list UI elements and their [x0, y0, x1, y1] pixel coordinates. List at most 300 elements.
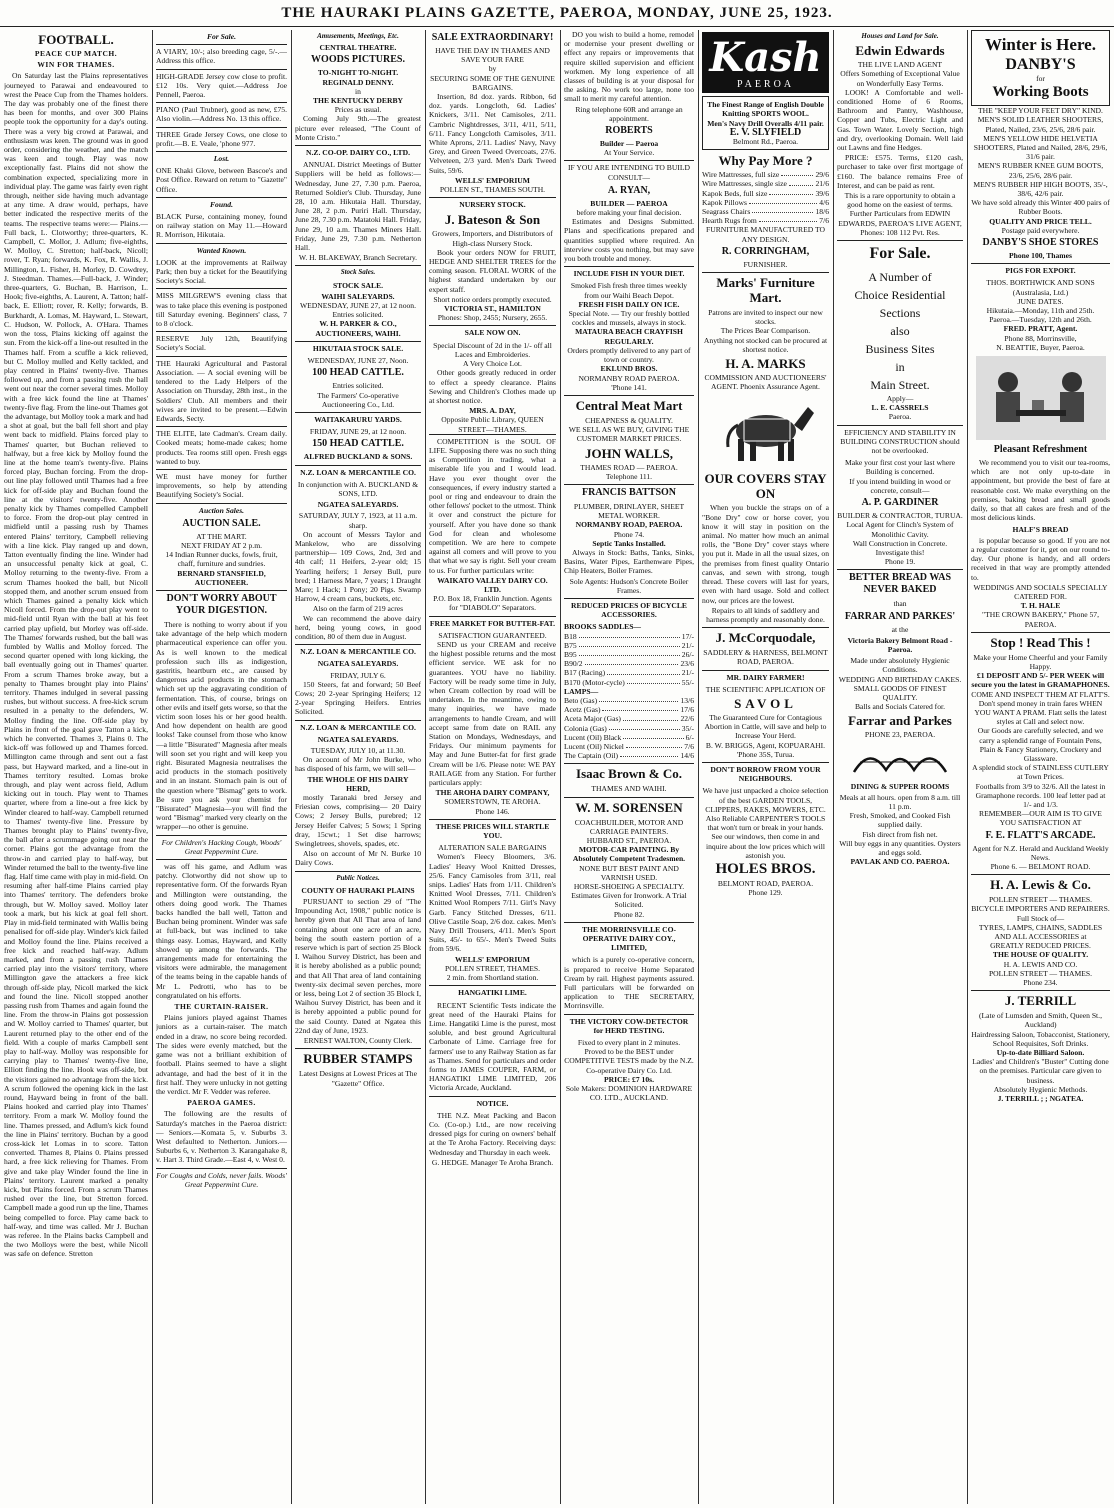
auction-line: AT THE MART.	[196, 531, 247, 541]
price-row	[702, 189, 829, 198]
price-item: B170 (Motor-cycle)	[564, 677, 625, 687]
footballs: Footballs from 3/9 to 32/6. All the latest in Gramaphone records. 100 leaf letter pad at 1/- and 1/3.	[975, 781, 1106, 809]
sections: Sections	[879, 306, 921, 321]
price-item: Wire Mattresses, single size	[702, 179, 787, 189]
auction-line: NEXT FRIDAY AT 2 p.m.	[180, 540, 262, 550]
quality: QUALITY AND PRICE TELL.	[989, 216, 1092, 226]
price-item: The Captain (Oil)	[564, 751, 618, 761]
commission: COMMISSION AND AUCTIONEERS' AGENT. Phoenix Assurance Agent.	[704, 373, 827, 392]
latest: Latest Designs at Lowest Prices at The "Gazette" Office.	[299, 1069, 417, 1088]
belmont2: BELMONT ROAD, PAEROA.	[717, 878, 814, 888]
leader-dots	[579, 650, 680, 656]
john-walls: JOHN WALLS,	[585, 445, 673, 461]
hale: T. H. HALE	[1020, 601, 1061, 611]
covers-body: When you buckle the straps on of a "Bone Dry" cow or horse cover, you know it will stay in position on the animal. No matter how much an animal rolls, the "Bone Dry" cover stays where you put it. Made in all the usual sizes, on the premises from finest quality Ontario canvas, and sewn with strong, tough thread. These covers will last for years, even with hard usage. Sold and collect now, our prices are the lowest.	[702, 503, 829, 605]
derby: THE KENTUCKY DERBY	[312, 96, 403, 106]
postage: Postage paid everywhere.	[1001, 225, 1080, 235]
solid: MEN'S SOLID LEATHER SHOOTERS, Plated, Nailed, 23/6, 25/6, 28/6 pair.	[977, 115, 1104, 134]
price-value: 14/6	[680, 751, 694, 761]
price-item: Beto (Gas)	[564, 695, 598, 705]
column-kash	[702, 30, 829, 1504]
danbys-stores: DANBY'S SHOE STORES	[982, 237, 1099, 249]
column-rule	[152, 30, 153, 1504]
borthwick: THOS. BORTHWICK AND SONS (Australasia, Ltd.)	[986, 278, 1095, 297]
weddings: WEDDINGS AND SOCIALS SPECIALLY CATERED FOR.	[973, 582, 1108, 601]
wanted-ad: RESERVE July 12th, Beautifying Society's Social.	[156, 331, 287, 352]
steers: 150 Steers, fat and forward; 50 Beef Cows; 20 2-year Springing Heifers; 12 2-year Springing Heifers. Entries Solicited.	[295, 679, 421, 717]
stock-sale: STOCK SALE.	[332, 280, 384, 290]
victoria-bakery: Victoria Bakery Belmont Road - Paeroa.	[847, 635, 953, 654]
come: COME AND INSPECT THEM AT FLATT'S.	[971, 689, 1110, 699]
deposit: £1 DEPOSIT AND 5/- PER WEEK will secure you the latest in GRAMAPHONES.	[971, 671, 1110, 690]
briggs: B. W. BRIGGS, Agent, KOPUARAHI. 'Phone 35S, Turua.	[705, 740, 826, 759]
price-row	[564, 678, 694, 687]
paeroa-games-body: The following are the results of Saturday's matches in the Paeroa district:— Seniors.—Komata 5, v. Suburbs 3. West defaulted to Netherton. Juniors.—Suburbs 6, v. Netherton 3. Karangahake 8, v. Hart 3. Third Grade.—East 4, v. West 0.	[156, 1109, 287, 1165]
leader-dots	[789, 179, 814, 185]
cough-ad: For Children's Hacking Cough, Woods' Great Peppermint Cure.	[156, 835, 287, 856]
send-cream: SEND us your CREAM and receive the highest possible returns and the most efficient service. WE ask for no guarantees. YOU have no liability. Factory will be ready some time in July, when Cream collection by road will be undertaken. In the meantime, owing to many inquiries, we have made arrangements to handle Cream, and will accept same from date on RAIL any Station on Mondays, Wednesdays, and Fridays. Our minimum payments for May and June Butter-fat for first grade Cream will be 1/6. Please note: WE PAY RAILAGE from any Station. For further particulars apply:	[429, 639, 556, 788]
lost-ad: ONE Khaki Glove, between Bascoe's and Post Office. Reward on return to "Gazette" Office.	[156, 166, 287, 194]
fixed: Fixed to every plant in 2 minutes.	[577, 1038, 681, 1048]
impounding: PURSUANT to section 29 of "The Impounding Act, 1908," public notice is hereby given that All That area of land containing about one acre of an acre, being the south eastern portion of a reserve which is part of section 25 Block I. Waihou Survey District, has been and it is hereby abolished as a public pound; and that All That area of land containing twenty-six decimal seven perches, more or less, being Lot 2 of section 35 Block I, Waihou Survey District, has been and it is hereby appointed a public pound for the said County. Dated at Ngatea this 22nd day of June, 1923.	[295, 897, 421, 1035]
ring: Ring telephone 60R and arrange an appointment.	[575, 104, 683, 123]
football-subheading-2: WIN FOR THAMES.	[37, 60, 115, 70]
somerstown: SOMERSTOWN, TE AROHA.	[444, 797, 541, 807]
hygienic: Made under absolutely Hygienic Conditions.	[850, 656, 950, 675]
bicycle: BICYCLE IMPORTERS AND REPAIRERS.	[971, 904, 1110, 914]
terrill2: J. TERRILL ; ; NGATEA.	[997, 1094, 1084, 1104]
auction-heading: Auction Sales.	[156, 503, 287, 515]
plumber: PLUMBER, DRINLAYER, SHEET METAL WORKER.	[573, 501, 685, 521]
scientific: THE SCIENTIFIC APPLICATION OF	[705, 684, 826, 694]
sole-makers: Sole Makers: DOMINION HARDWARE CO. LTD., AUCKLAND.	[565, 1084, 693, 1103]
column-rule	[833, 30, 834, 1504]
amusements-heading: Amusements, Meetings, Etc.	[317, 32, 399, 40]
danbys: DANBY'S	[1005, 56, 1076, 73]
forsale-heading: For Sale.	[206, 32, 237, 41]
build-ad: DO you wish to build a home, remodel or modernise your present dwelling or effect any repairs or improvements that require skilled supervision and efficient workmen. My long experience of all classes of building is at your disposal for the asking. No work too large, none too small to merit my careful attention.	[564, 30, 694, 104]
waikato: WAIKATO VALLEY DAIRY CO. LTD.	[437, 575, 548, 594]
column-football	[4, 30, 148, 1504]
price-value: 35/-	[681, 723, 694, 733]
eklund: EKLUND BROS.	[600, 364, 658, 374]
growers: Growers, Importers, and Distributors of High-class Nursery Stock.	[432, 229, 553, 248]
house: THE HOUSE OF QUALITY.	[992, 950, 1089, 960]
choice: Choice Residential	[854, 288, 946, 303]
curtain-heading: THE CURTAIN-RAISER.	[174, 1002, 269, 1012]
why-pay-more: Why Pay More ?	[718, 153, 813, 169]
paeroa-dates: Paeroa.—Tuesday, 12th and 26th.	[989, 315, 1092, 325]
farrar: FARRAR AND PARKES'	[844, 610, 956, 622]
masthead: THE HAURAKI PLAINS GAZETTE, PAEROA, MONDAY, JUNE 25, 1923.	[0, 0, 1114, 27]
saddle-price-list	[564, 632, 694, 687]
theatre: CENTRAL THEATRE.	[319, 43, 397, 53]
blakeway: W. H. BLAKEWAY, Branch Secretary.	[298, 253, 418, 263]
ladies: Ladies' and Children's "Buster" Cutting done on the premises. Particular care given to business.	[972, 1057, 1109, 1085]
price-row	[702, 198, 829, 207]
than: than	[893, 599, 907, 609]
leader-dots	[781, 170, 813, 176]
public-heading: Public Notices.	[295, 871, 421, 883]
stop: Stop ! Read This !	[971, 632, 1110, 650]
sale-extraordinary: SALE EXTRAORDINARY!	[431, 32, 554, 43]
thames-waihi: THAMES AND WAIHI.	[591, 784, 667, 794]
ryan-builder: BUILDER — PAEROA	[590, 198, 668, 208]
ryan: A. RYAN,	[607, 184, 651, 196]
phones: Phones: 108 112 Pvt. Res.	[860, 227, 940, 237]
always: Always in Stock: Baths, Tanks, Sinks, Basins, Water Pipes, Earthenware Pipes, Chip Heaters, Boiler Frames.	[564, 547, 694, 576]
price-value: 7/6	[684, 742, 694, 751]
price-row	[564, 650, 694, 659]
phone100: Phone 100, Thames	[1009, 251, 1072, 261]
price-value: 21/-	[681, 640, 694, 650]
dont-borrow: DON'T BORROW FROM YOUR NEIGHBOURS.	[702, 762, 829, 783]
book: Book your orders NOW for FRUIT, HEDGE AND SHELTER TREES for the coming season. FLORAL WORK of the highest standard undertaken by our expert staff.	[429, 247, 556, 294]
offers: Offers Something of Exceptional Value on Wonderfully Easy Terms.	[840, 69, 960, 88]
gardiner: A. P. GARDINER	[861, 497, 939, 509]
full-stock: Full Stock of—	[1016, 913, 1065, 923]
price-item: Acetz (Gas)	[564, 705, 601, 715]
ironwork: Estimates Given for Ironwork. A Trial Solicited.	[571, 891, 687, 910]
june-dates: JUNE DATES.	[1017, 296, 1064, 306]
price-item: Aceta Major (Gas)	[564, 714, 621, 724]
leader-dots	[769, 189, 813, 195]
for-sale: For Sale.	[837, 240, 963, 265]
wanted-heading: Wanted Known.	[156, 243, 287, 255]
price-row	[564, 751, 694, 760]
further: Further Particulars from EDWIN EDWARDS, PAEROA'S LIVE AGENT,	[838, 209, 962, 228]
a-number: A Number of	[868, 270, 932, 285]
central-meat: Central Meat Mart	[564, 395, 694, 413]
savol: SAVOL	[734, 695, 797, 711]
belmont: Belmont Rd., Paeroa.	[732, 137, 799, 147]
fish-heading: INCLUDE FISH IN YOUR DIET.	[564, 266, 694, 278]
reduced: REDUCED PRICES OF BICYCLE ACCESSORIES.	[564, 598, 694, 619]
mostly: mostly Taranaki bred Jersey and Friesian cows, comprising— 20 Dairy Cows; 2 Jersey Bulls, purebred; 12 Jersey Heifer Calves; 5 Sows; 1 Spring dray, 15cwt.; 1 Set dise harrows; Swingletrees, shovels, spades, etc.	[295, 793, 421, 849]
price-value: 21/-	[681, 668, 694, 678]
price-row	[564, 696, 694, 705]
bargain-list: Insertion, 8d doz. yards. Ribbon, 6d doz. yards. Longcloth, 6d. Ladies' Knickers, 3/11. Net Camisoles, 2/11. Cambric Nightdresses, 3/11, 4/11, 5/11, 6/11. Fancy Longcloth Camisoles, 3/11. White Aprons, 2/11. Ladies' Navy, Navy Grey, and Green Tweed Overcoats, 27/6. Velveteen, 2/3 yard. Men's Dark Tweed Suits, 59/6.	[429, 92, 556, 175]
covers-heading: OUR COVERS STAY ON	[704, 471, 827, 502]
cassrels: L. E. CASSRELS	[871, 403, 929, 413]
pigs: PIGS FOR EXPORT.	[971, 263, 1110, 275]
yellow: MEN'S YELLOW HIDE HELVETIA SHOOTERS, Plated and Nailed, 28/6, 29/6, 31/6 pair.	[973, 133, 1108, 162]
billiard: Up-to-date Billiard Saloon.	[996, 1048, 1085, 1058]
found-heading: Found.	[156, 197, 287, 209]
lamp-price-list	[564, 696, 694, 760]
tue10: TUESDAY, JULY 10, at 11.30.	[310, 746, 406, 755]
phone146: Phone 146.	[475, 806, 510, 816]
wedding: WEDDING AND BIRTHDAY CAKES.	[838, 674, 962, 684]
price-row	[564, 742, 694, 751]
holes-bros: HOLES BROS.	[715, 860, 816, 877]
coming: Coming July 9th.—The greatest picture ever released, "The Count of Monte Cristo."	[295, 114, 421, 142]
wells: WELLS' EMPORIUM	[455, 175, 530, 185]
lost-heading: Lost.	[156, 151, 287, 163]
farmers: The Farmers' Co-operative Auctioneering Co., Ltd.	[317, 390, 399, 409]
apply: Apply—	[886, 394, 914, 404]
pollen: POLLEN STREET — THAMES.	[988, 895, 1093, 905]
farrar2: Farrar and Parkes	[848, 713, 952, 729]
nzloan2: N.Z. LOAN & MERCANTILE CO.	[295, 644, 421, 656]
brooks: BROOKS SADDLES—	[564, 622, 642, 632]
nzloan3: N.Z. LOAN & MERCANTILE CO.	[295, 720, 421, 732]
buckland: ALFRED BUCKLAND & SONS.	[303, 452, 413, 462]
stock-heading: Stock Sales.	[295, 265, 421, 277]
price-row	[564, 705, 694, 714]
pavlak: PAVLAK AND CO. PAEROA.	[850, 857, 950, 867]
in: in	[355, 86, 361, 96]
phone23: PHONE 23, PAEROA.	[864, 730, 936, 740]
bateson: J. Bateson & Son	[444, 212, 541, 228]
leader-dots	[602, 705, 678, 711]
fri6: FRIDAY, JULY 6.	[330, 670, 386, 680]
dining: DINING & SUPPER ROOMS	[850, 781, 950, 791]
price-row	[702, 216, 829, 225]
horse: HORSE-SHOEING A SPECIALTY.	[573, 882, 685, 892]
notice: NOTICE.	[429, 1096, 556, 1108]
roberts: ROBERTS	[605, 125, 653, 137]
other: Other goods greatly reduced in order to effect a speedy clearance. Plains Sewing and Children's Clothes made up at shortest notice.	[429, 368, 556, 405]
price-item: B17 (Racing)	[564, 668, 606, 678]
at-the: at the	[891, 624, 909, 634]
football-subheading: PEACE CUP MATCH.	[34, 49, 118, 58]
intending: IF YOU ARE INTENDING TO BUILD CONSULT—	[564, 160, 694, 181]
sat7: SATURDAY, JULY 7, 1923, at 11 a.m. sharp.	[298, 511, 418, 530]
leader-dots	[620, 751, 679, 757]
leader-dots	[626, 742, 682, 748]
burns: On account of Mr John Burke, who has disposed of his farm, we will sell—	[295, 755, 421, 774]
leader-dots	[609, 724, 680, 730]
digestion-heading: DON'T WORRY ABOUT YOUR DIGESTION.	[156, 590, 287, 617]
column-rule	[698, 30, 699, 1504]
denny: REGINALD DENNY.	[322, 77, 394, 87]
saddlery: SADDLERY & HARNESS, BELMONT ROAD, PAEROA.	[703, 648, 828, 667]
walton: ERNEST WALTON, County Clerk.	[303, 1036, 413, 1046]
slyfield: E. V. SLYFIELD	[729, 126, 802, 138]
leader-dots	[579, 632, 680, 638]
rubber-stamps: RUBBER STAMPS	[295, 1048, 421, 1066]
proved: Proved to be the BEST under COMPETITIVE TESTS made by the N.Z. Co-operative Dairy Co. Ltd.	[564, 1047, 694, 1075]
edwin-edwards: Edwin Edwards	[855, 43, 945, 59]
price-value: 21/6	[815, 179, 829, 189]
nz-coop: N.Z. CO-OP. DAIRY CO., LTD.	[295, 145, 421, 157]
before: before making your final decision.	[576, 208, 682, 218]
live-agent: THE LIVE LAND AGENT	[857, 60, 943, 70]
hikutaia: Hikutaia.—Monday, 11th and 25th.	[986, 306, 1095, 316]
sorensen: W. M. SORENSEN	[564, 797, 694, 815]
fresh-fish: FRESH FISH DAILY ON ICE.	[578, 299, 680, 309]
service: At Your Service.	[603, 148, 655, 158]
column-classifieds	[156, 30, 287, 1504]
nzloan: N.Z. LOAN & MERCANTILE CO.	[295, 465, 421, 477]
price-item: Lucent (Oil) Black	[564, 732, 622, 742]
discount: Special Discount of 2d in the 1/- off all Laces and Embroideries.	[433, 340, 552, 359]
dairy-farmer: MR. DAIRY FARMER!	[702, 670, 829, 682]
whole: THE WHOLE OF HIS DAIRY HERD,	[307, 774, 409, 793]
by: by	[488, 64, 497, 74]
taylor: On account of Messrs Taylor and Mankelow, who are dissolving partnership— 109 Cows, 2nd, 3rd and 4th calf; 11 Heifers, 2-year old; 15 Yearling heifers; 1 Jersey Bull, pure bred; 1 Harness Mare, 7 years; 1 Draught Mare; 1 Hack; 1 Pony; 20 Pigs. Swamp Harrow, 4 cream cans, buckets, etc.	[295, 529, 421, 604]
mrs-day: MRS. A. DAY,	[469, 406, 516, 416]
furnisher: FURNISHER.	[743, 259, 788, 269]
price-row	[702, 170, 829, 179]
fresh: Fresh, Smoked, and Cooked Fish supplied daily.	[849, 811, 951, 830]
ha-marks: H. A. MARKS	[725, 356, 806, 372]
isaac-brown: Isaac Brown & Co.	[564, 763, 694, 781]
leader-dots	[752, 207, 813, 213]
price-row	[564, 714, 694, 723]
leader-dots	[759, 216, 817, 222]
goods: Our Goods are carefully selected, and we carry a splendid range of Fountain Pens, Plain & Fancy Stationery, Crockery and Glassware.	[977, 726, 1104, 763]
price-value: 22/6	[680, 714, 694, 724]
builder: Builder — Paeroa	[599, 139, 659, 149]
coughs-ad: For Coughs and Colds, never fails. Woods' Great Peppermint Cure.	[156, 1168, 287, 1189]
unpacked: We have just unpacked a choice selection of the best GARDEN TOOLS, CLIPPERS, RAKES, MOWERS, ETC.	[702, 786, 829, 814]
phone74: Phone 74.	[613, 529, 645, 539]
have: HAVE THE DAY IN THAMES AND SAVE YOUR FARE	[435, 46, 550, 65]
pollen2: POLLEN STREET — THAMES.	[988, 968, 1093, 978]
eggs: Will buy eggs in any quantities. Oysters and eggs sold.	[839, 838, 961, 857]
price-row	[564, 668, 694, 677]
leader-dots	[749, 198, 817, 204]
recent: RECENT Scientific Tests indicate the great need of the Hauraki Plains for Lime. Hangatiki Lime is the purest, most soluble, and best ground Agricultural Carbonate of Lime. Carriage free for farmers' use to any Railway Station as far as Thames. Send for particulars and order forms to JAMES COUPER, FARM, or HANGATIKI LIME LIMITED, 206 Victoria Arcade, Auckland.	[429, 1000, 556, 1093]
greatly: GREATLY REDUCED PRICES.	[990, 941, 1091, 951]
column-sales	[429, 30, 556, 1504]
welcome: We recommend you to visit our tea-rooms, which are not only up-to-date in appointment, but provide the best of fare at reasonable cost. We make everything on the premises, baking bread and small goods daily, so that all cakes are fresh and of the most delicious kinds.	[971, 458, 1110, 523]
price-item: B95	[564, 649, 577, 659]
leader-dots	[607, 668, 680, 674]
marks-mart: Marks' Furniture Mart.	[702, 272, 829, 305]
waitakaruru: WAITAKARURU YARDS.	[295, 412, 421, 424]
startle: THESE PRICES WILL STARTLE YOU.	[429, 819, 556, 840]
leader-dots	[599, 696, 678, 702]
column-amusements	[295, 30, 421, 1504]
sold: We have sold already this Winter 400 pairs of Rubber Boots.	[971, 198, 1110, 217]
price-item: B18	[564, 631, 577, 641]
terrill: J. TERRILL	[971, 990, 1110, 1008]
nursery: NURSERY STOCK.	[429, 197, 556, 209]
minutes: 2 min. from Shortland station.	[446, 973, 539, 983]
tonight: TO-NIGHT TO-NIGHT.	[317, 68, 399, 78]
telephone111: Telephone 111.	[605, 471, 653, 481]
horse-cover-illustration	[716, 395, 816, 467]
normanby2: NORMANBY ROAD, PAEROA.	[575, 520, 683, 530]
wells2: WELLS' EMPORIUM	[455, 954, 530, 964]
none-but: NONE BUT BEST PAINT AND VARNISH USED.	[579, 863, 679, 882]
price-value: 39/6	[815, 188, 829, 198]
make: Make your first cost your last where Building is concerned.	[844, 458, 956, 477]
found-ad: BLACK Purse, containing money, found on railway station on May 11.—Howard R. Morrison, Hikutaia.	[156, 212, 287, 240]
leader-dots	[627, 678, 680, 684]
wall: Wall Construction in Concrete. Investigate this!	[852, 538, 948, 557]
price-value: 26/-	[681, 649, 694, 659]
better-bread: BETTER BREAD WAS NEVER BAKED	[837, 569, 963, 596]
short: Short notice orders promptly executed.	[433, 294, 552, 304]
waihi: WAIHI SALEYARDS.	[321, 291, 395, 301]
price-item: Kapok Pillows	[702, 197, 747, 207]
kash-details	[702, 96, 829, 150]
county: COUNTY OF HAURAKI PLAINS	[301, 885, 415, 895]
price-value: 4/6	[819, 197, 829, 207]
rare: This is a rare opportunity to obtain a good home on the easiest of terms.	[844, 191, 956, 210]
farm: Also on the farm of 219 acres	[312, 604, 404, 614]
furniture-price-list	[702, 170, 829, 225]
coach: COACHBUILDER, MOTOR AND CARRIAGE PAINTERS.	[574, 817, 684, 836]
keep-dry: THE "KEEP YOUR FEET DRY" KIND.	[978, 106, 1103, 116]
compare: The Prices Bear Comparison.	[720, 326, 811, 336]
price-row	[564, 733, 694, 742]
paeroa: Paeroa.	[888, 412, 912, 422]
price-row	[702, 179, 829, 188]
for: for	[1036, 74, 1045, 83]
dont: Don't spend money in train fares WHEN YOU WANT A PRAM. Flatt sells the latest styles at Call and select now.	[974, 698, 1107, 727]
victoria: VICTORIA ST., HAMILTON	[444, 304, 541, 314]
wanted-ad: MISS MILGREW'S evening class that was to take place this evening is postponed till Saturday evening. Beginners' class, 7 to 8 o'clock.	[156, 288, 287, 328]
main-street: Main Street.	[870, 378, 930, 393]
price-item: B90/2	[564, 659, 583, 669]
column-rule	[425, 30, 426, 1504]
septic: Septic Tanks Installed.	[592, 538, 666, 548]
price: PRICE: £575. Terms, £120 cash, purchaser to take over first mortgage of £160. The balance remains Free of Interest, and can be paid as rent.	[837, 153, 963, 190]
beattie: N. BEATTIE, Buyer, Paeroa.	[996, 342, 1085, 352]
phone19: Phone 19.	[884, 557, 916, 567]
price-value: 18/6	[815, 207, 829, 217]
late: (Late of Lumsden and Smith, Queen St., Auckland)	[979, 1011, 1102, 1030]
finest: The Finest Range of English Double Knitting SPORTS WOOL.	[707, 100, 824, 119]
hair: Hairdressing Saloon, Tobacconist, Stationery, School Requisites, Soft Drinks.	[971, 1029, 1110, 1048]
cattle100: 100 HEAD CATTLE.	[312, 367, 404, 379]
classified-ad: A VIARY, 10/-; also breeding cage, 5/-.—Address this office.	[156, 44, 287, 65]
hubbard: HUBBARD ST., PAEROA.	[586, 836, 672, 846]
lewis2: H. A. LEWIS AND CO.	[1003, 959, 1078, 969]
accessories: AND ALL ACCESSORIES at	[994, 932, 1087, 942]
cheapness: CHEAPNESS & QUALITY.	[585, 415, 673, 425]
annual-meetings: ANNUAL District Meetings of Butter Suppliers will be held as follows:— Wednesday, June 27, 7.30 p.m. Paeroa, Returned Soldier's Club. Thursday, June 28, 10 a.m. Hikutaia Hall. Thursday, June 28, 2 p.m. Puriri Hall. Thursday, June 28, 7.30 p.m. Matatoki Hall. Friday, June 29, 10 a.m. Thames Miners Hall. Friday, June 29, 7.30 p.m. Netherton Hall.	[295, 160, 421, 253]
price-item: Colonia (Gas)	[564, 723, 607, 733]
hedge: G. HEDGE. Manager Te Aroha Branch.	[431, 1157, 554, 1167]
corringham: R. CORRINGHAM,	[721, 245, 810, 257]
wanted-ad: LOOK at the improvements at Railway Park; then buy a ticket for the Beautifying Society's Social.	[156, 257, 287, 286]
column-danbys	[971, 30, 1110, 1504]
price-value: 6/-	[685, 732, 694, 742]
orders: Orders promptly delivered to any part of town or country.	[567, 345, 691, 365]
smoked: Smoked Fish fresh three times weekly from our Waihi Beach Depot.	[570, 281, 688, 300]
flatt: F. E. FLATT'S ARCADE.	[985, 829, 1096, 841]
price-row	[564, 724, 694, 733]
price-value: 23/6	[680, 659, 694, 669]
estimates: Estimates and Designs Submitted. Plans and specifications prepared and quantities supplied where required. An interview costs you nothing, but may save you both trouble and money.	[564, 217, 694, 264]
repairs: Repairs to all kinds of saddlery and harness promptly and reasonably done.	[706, 605, 825, 624]
local: Local Agent for Clinch's System of Monolithic Cavity.	[846, 520, 954, 539]
halfs: HALF'S BREAD	[1012, 524, 1069, 534]
ngatea: NGATEA SALEYARDS.	[317, 500, 399, 510]
pavlak-logo	[850, 744, 950, 778]
price-item: B75	[564, 640, 577, 650]
price-row	[702, 207, 829, 216]
securing: SECURING SOME OF THE GENUINE BARGAINS.	[430, 73, 555, 92]
price-row	[564, 659, 694, 668]
intending: If you intend building in wood or concrete, consult—	[849, 476, 951, 495]
woods-pictures: WOODS PICTURES.	[311, 54, 405, 66]
curtain-body: Plains juniors played against Thames juniors as a curtain-raiser. The match ended in a draw, no score being recorded. The sides were evenly matched, but the game was not a brilliant exhibition of football. Plains seemed to have a slight advantage, and had the best of it in the first half. They were unlucky in not getting the verdict. Mr F. Vedder was referee.	[156, 1013, 287, 1096]
tyres: TYRES, LAMPS, CHAINS, SADDLES	[978, 922, 1103, 932]
digestion-body: There is nothing to worry about if you take advantage of the help which modern pharmaceutical experience can offer you. As is well known to the medical profession such ills as indigestion, gastritis, heartburn etc., are caused by dangerous acid products in the stomach which set up the aggravating condition of fermentation. This, of course, brings on other evils and itself gets worse, so that the victim soon loses his or her good health. And how dependent on health are good looks! Take counsel from those who know—a little "Bisurated" Magnesia after meals will soon set you right and will keep you right. Bisurated Magnesia neutralises the acid products in the stomach positively and in an instant. Stomach pain is out of the question where "Bismag" gets to work. Be sure you ask your chemist for "Bisurated" Magnesia—you will find the word "Bismag" marked very clearly on the wrapper—no other is genuine.	[156, 619, 287, 832]
sale-now: SALE NOW ON.	[429, 325, 556, 337]
phones: Phones: Shop, 2455; Nursery, 2655.	[437, 313, 548, 323]
price-item: Kapok Beds, full size	[702, 188, 768, 198]
price-item: Lucent (Oil) Nickel	[564, 742, 624, 751]
auction-title: AUCTION SALE.	[182, 517, 261, 529]
